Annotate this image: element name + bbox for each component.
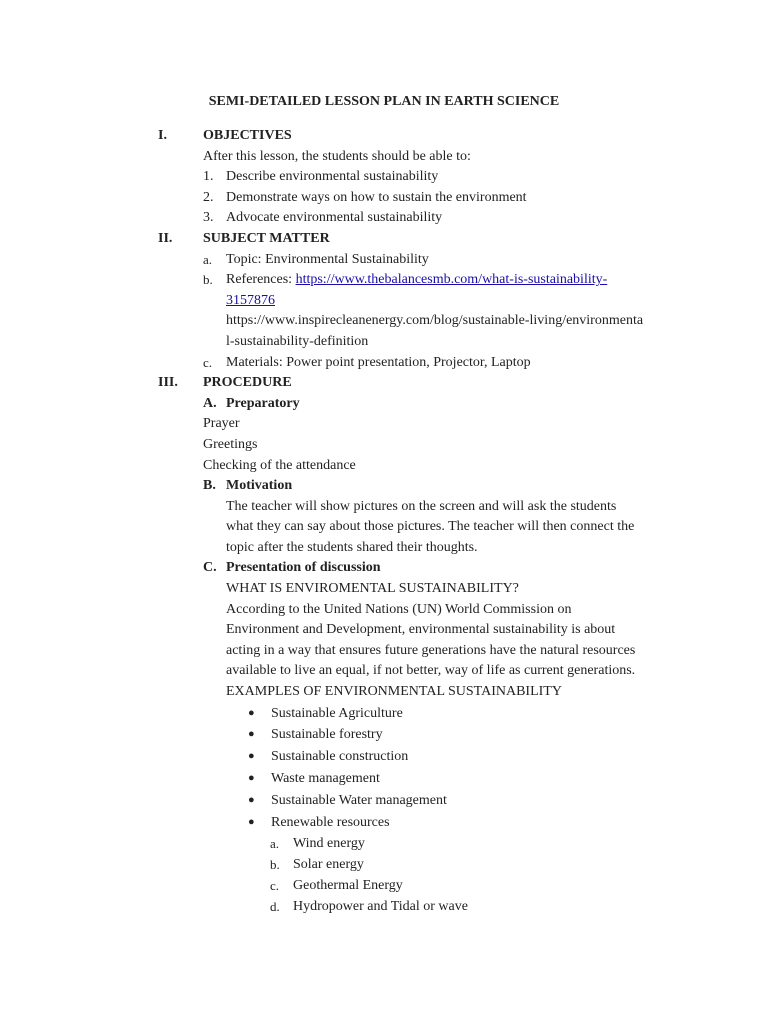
section-numeral: II.: [158, 230, 173, 246]
subsection-presentation: [203, 558, 768, 579]
item-letter: b.: [270, 857, 280, 873]
presentation-line: available to live an equal, if not better, way of life as current generations.: [226, 663, 636, 679]
bullet-icon: ●: [248, 772, 255, 785]
item-text: Demonstrate ways on how to sustain the environment: [226, 189, 527, 205]
reference-link-balancesmb-continued[interactable]: 3157876: [226, 292, 275, 308]
preparatory-line: Prayer: [203, 416, 240, 432]
objective-item: [203, 188, 768, 209]
list-item: ● Sustainable forestry: [271, 724, 768, 746]
topic-text: Topic: Environmental Sustainability: [226, 251, 429, 267]
item-number: 2.: [203, 189, 214, 205]
bullet-icon: ●: [248, 793, 255, 806]
motivation-line: what they can say about those pictures. The teacher will then connect the: [226, 519, 635, 535]
section-heading: OBJECTIVES: [203, 128, 292, 143]
section-numeral: I.: [158, 128, 167, 143]
bullet-icon: ●: [248, 750, 255, 763]
motivation-line: The teacher will show pictures on the screen and will ask the students: [226, 498, 617, 514]
subsection-letter: A.: [203, 395, 217, 411]
section-objectives: [0, 126, 768, 147]
item-number: 1.: [203, 169, 214, 185]
renewable-item: d. Hydropower and Tidal or wave: [293, 896, 768, 917]
section-heading: SUBJECT MATTER: [203, 230, 330, 246]
item-letter: c.: [270, 878, 280, 894]
presentation-line: EXAMPLES OF ENVIRONMENTAL SUSTAINABILITY: [226, 684, 562, 700]
reference-link-balancesmb[interactable]: https://www.thebalancesmb.com/what-is-sustainability-: [295, 272, 608, 288]
subsection-letter: C.: [203, 560, 217, 576]
list-item: ● Waste management: [271, 768, 768, 790]
item-text: Describe environmental sustainability: [226, 169, 439, 185]
bullet-icon: ●: [248, 728, 255, 741]
subsection-title: Preparatory: [226, 395, 300, 411]
bullet-icon: ●: [248, 815, 255, 828]
item-number: 3.: [203, 210, 214, 226]
list-item: ● Renewable resources: [271, 812, 768, 834]
renewable-item: c. Geothermal Energy: [293, 875, 768, 896]
presentation-line: Environment and Development, environmental sustainability is about: [226, 622, 616, 638]
item-letter: d.: [270, 899, 280, 915]
presentation-line: acting in a way that ensures future generations have the natural resources: [226, 642, 636, 658]
document-title: SEMI-DETAILED LESSON PLAN IN EARTH SCIENCE: [208, 94, 560, 109]
topic-line: [203, 250, 768, 271]
subsection-letter: B.: [203, 478, 216, 494]
subsection-title: Motivation: [226, 478, 293, 494]
preparatory-line: Greetings: [203, 436, 258, 452]
materials-text: Materials: Power point presentation, Projector, Laptop: [226, 354, 531, 370]
section-procedure: [0, 373, 768, 394]
section-heading: PROCEDURE: [203, 375, 292, 391]
presentation-line: WHAT IS ENVIROMENTAL SUSTAINABILITY?: [226, 581, 519, 597]
reference-inspirecleanenergy-continued: l-sustainability-definition: [226, 333, 369, 349]
renewable-item: b. Solar energy: [293, 854, 768, 875]
list-item: ● Sustainable construction: [271, 746, 768, 768]
subsection-preparatory: [203, 394, 768, 415]
item-letter: c.: [203, 354, 213, 370]
references-label: References:: [226, 272, 296, 288]
subsection-title: Presentation of discussion: [226, 560, 381, 576]
subsection-motivation: [203, 476, 768, 497]
document-body: [0, 126, 768, 917]
references-line: [203, 270, 768, 291]
objective-item: [203, 167, 768, 188]
preparatory-line: Checking of the attendance: [203, 457, 356, 473]
item-letter: b.: [203, 272, 213, 288]
list-item: ● Sustainable Water management: [271, 790, 768, 812]
item-text: Advocate environmental sustainability: [226, 210, 443, 226]
materials-line: [203, 353, 768, 374]
list-item: ● Sustainable Agriculture: [271, 703, 768, 725]
section-numeral: III.: [158, 375, 178, 391]
objective-item: [203, 208, 768, 229]
item-letter: a.: [203, 251, 213, 267]
reference-inspirecleanenergy: https://www.inspirecleanenergy.com/blog/sustainable-living/environmenta: [226, 313, 644, 329]
item-letter: a.: [270, 836, 280, 852]
section-subject-matter: [0, 229, 768, 250]
bullet-icon: ●: [248, 706, 255, 719]
motivation-line: topic after the students shared their thoughts.: [226, 539, 478, 555]
objectives-intro: After this lesson, the students should be able to:: [203, 148, 471, 164]
renewable-item: a. Wind energy: [293, 833, 768, 854]
presentation-line: According to the United Nations (UN) World Commission on: [226, 601, 572, 617]
